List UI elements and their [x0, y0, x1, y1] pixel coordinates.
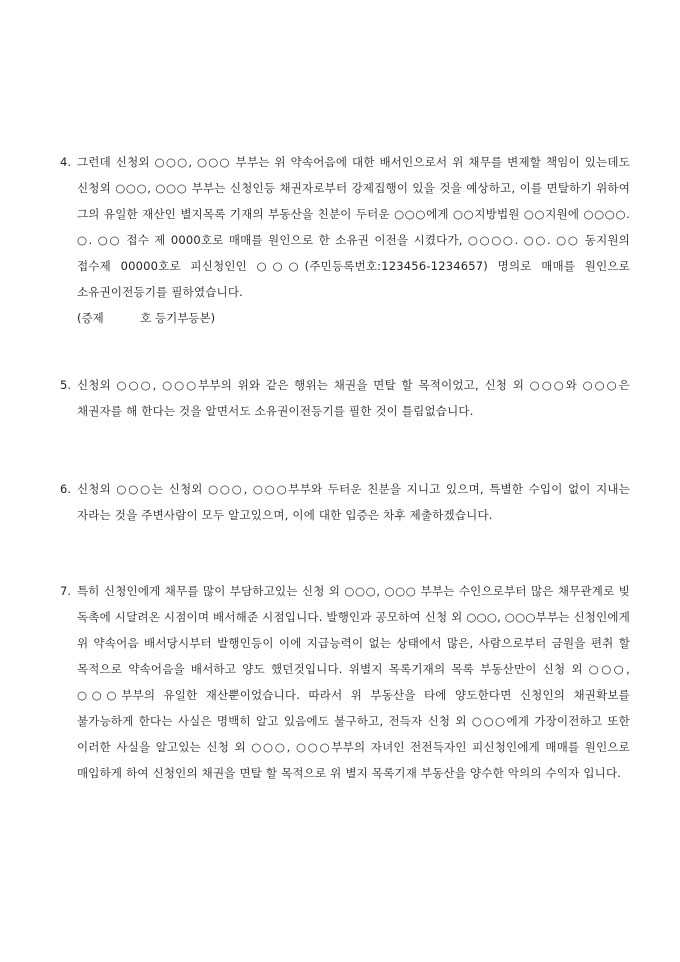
section-number: 6. [60, 482, 71, 496]
section-text: 그런데 신청외 ○○○, ○○○ 부부는 위 약속어음에 대한 배서인으로서 위 채무를 변제할 책임이 있는데도 신청외 ○○○, ○○○ 부부는 신청인등 채권자로부터 강제집행이 있을 것을 예상하고, 이를 면탈하기 위하여 그의 유일한 재산인 별지목록 기재의 부동산을 친분이 두터운 ○○○에게 ○○지방법원 ○○지원에 ○○○○. ○. ○○ 접수 제 0000호로 매매를 원인으로 한 소유권 이전을 시켰다가, ○○○○. ○○. ○○ 동지원의 접수제 00000호로 피신청인인 ○○○(주민등록번호:123456-1234657) 명의로 매매를 원인으로 소유권이전등기를 필하였습니다. [77, 155, 630, 299]
section-text: 신청외 ○○○, ○○○부부의 위와 같은 행위는 채권을 면탈 할 목적이었고, 신청 외 ○○○와 ○○○은 채권자를 해 한다는 것을 알면서도 소유권이전등기를 필한 것이 틀림없습니다. [77, 378, 630, 418]
paragraph-section-7 [60, 578, 630, 786]
section-number: 4. [60, 155, 71, 169]
paragraph-section-5 [60, 372, 630, 424]
paragraph-section-6 [60, 476, 630, 528]
evidence-note: (증제 호 등기부등본) [77, 311, 216, 325]
section-number: 7. [60, 584, 71, 598]
section-text: 신청외 ○○○는 신청외 ○○○, ○○○부부와 두터운 친분을 지니고 있으며, 특별한 수입이 없이 지내는 자라는 것을 주변사람이 모두 알고있으며, 이에 대한 입증은 차후 제출하겠습니다. [77, 482, 630, 522]
section-text: 특히 신청인에게 채무를 많이 부담하고있는 신청 외 ○○○, ○○○ 부부는 수인으로부터 많은 채무관계로 빚 독촉에 시달려온 시점이며 배서해준 시점입니다. 발행인과 공모하여 신청 외 ○○○, ○○○부부는 신청인에게 위 약속어음 배서당시부터 발행인등이 이에 지급능력이 없는 상태에서 많은, 사람으로부터 금원을 편취 할 목적으로 약속어음을 배서하고 양도 했던것입니다. 위별지 목록기재의 목록 부동산만이 신청 외 ○○○, ○○○부부의 유일한 재산뿐이었습니다. 따라서 위 부동산을 타에 양도한다면 신청인의 채권확보를 불가능하게 한다는 사실은 명백히 알고 있음에도 불구하고, 전득자 신청 외 ○○○에게 가장이전하고 또한 이러한 사실을 알고있는 신청 외 ○○○, ○○○부부의 자녀인 전전득자인 피신청인에게 매매를 원인으로 매입하게 하여 신청인의 채권을 면탈 할 목적으로 위 별지 목록기재 부동산을 양수한 악의의 수익자 입니다. [77, 584, 630, 780]
section-number: 5. [60, 378, 71, 392]
paragraph-section-4 [60, 149, 630, 331]
